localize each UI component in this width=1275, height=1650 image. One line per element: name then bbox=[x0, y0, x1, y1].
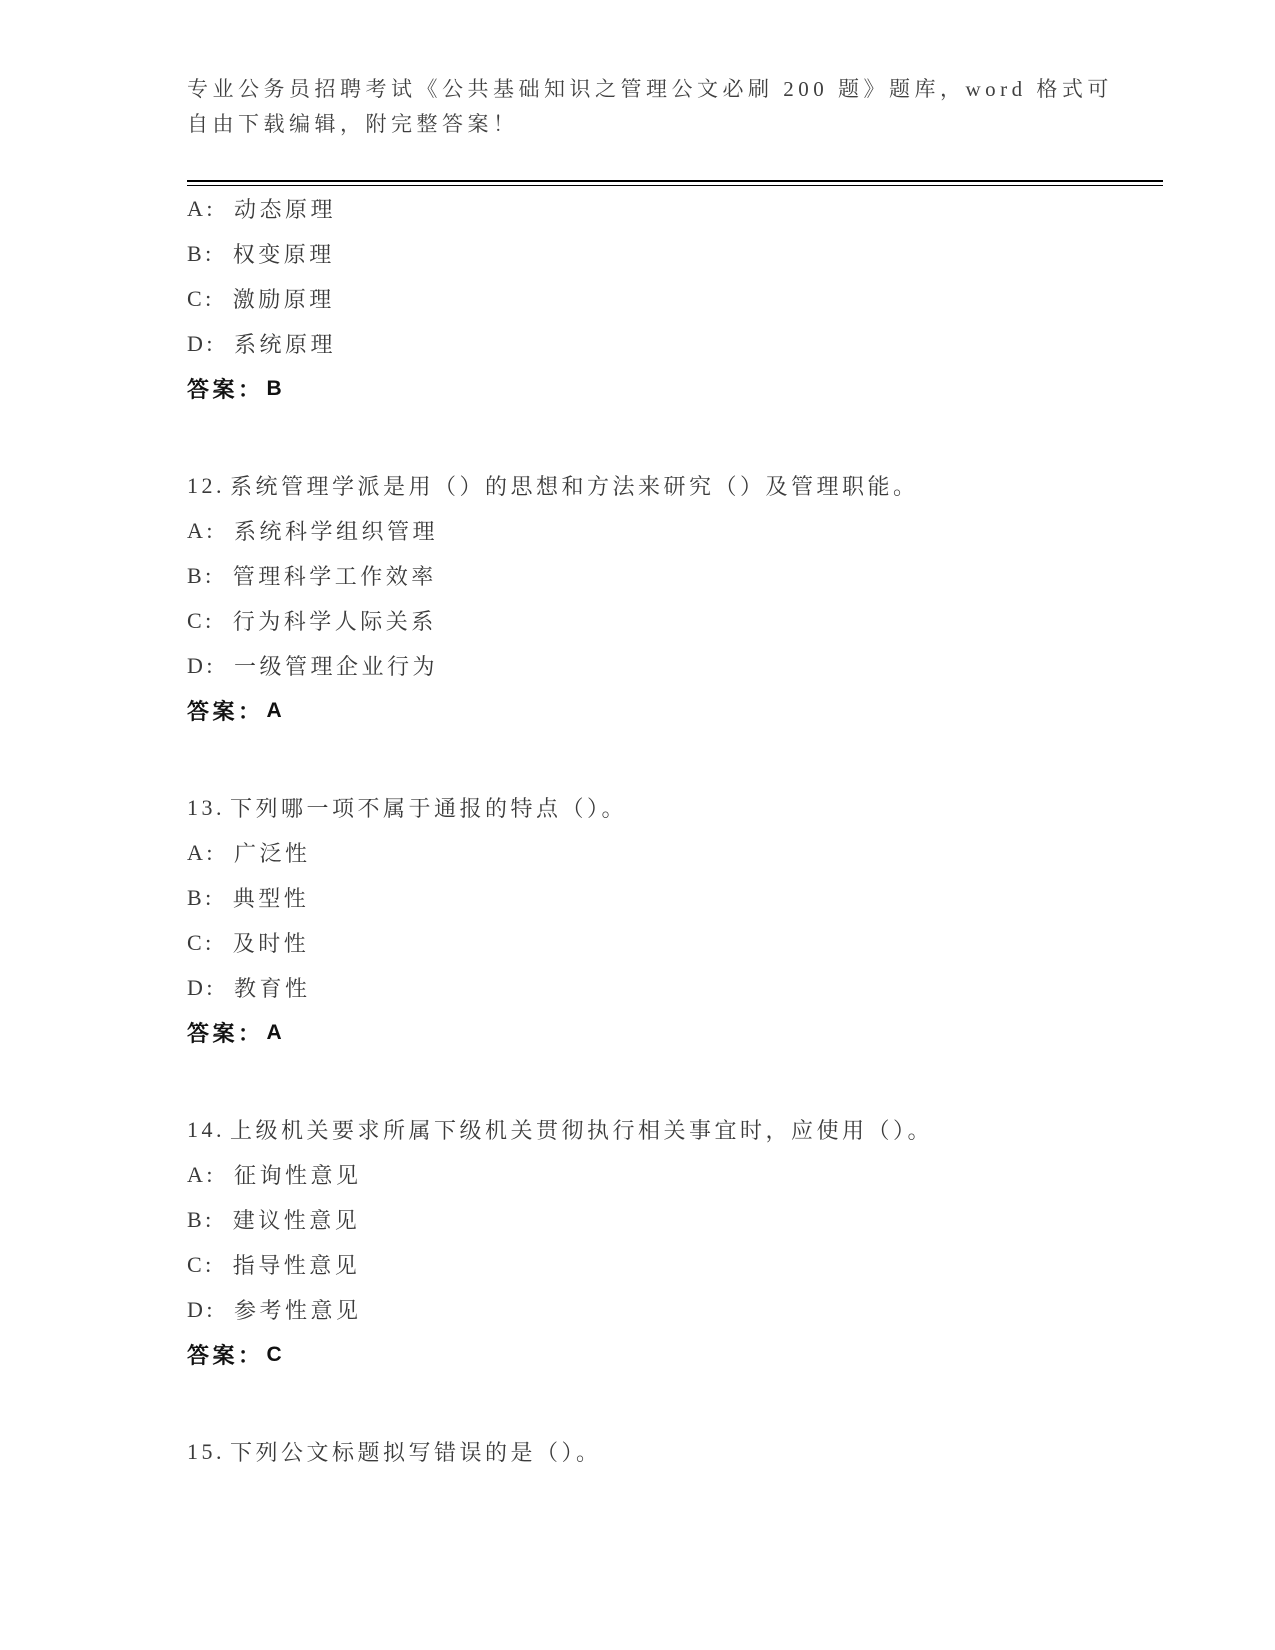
header-title-line-1: 专业公务员招聘考试《公共基础知识之管理公文必刷 200 题》题库，word 格式可 bbox=[187, 77, 1113, 101]
answer-label: 答案： bbox=[187, 1343, 264, 1368]
question-block-13 bbox=[187, 785, 1163, 1055]
option-label: D: bbox=[187, 330, 216, 356]
option-label: C: bbox=[187, 285, 215, 311]
option-text: 权变原理 bbox=[232, 242, 335, 267]
option-row bbox=[187, 231, 1163, 276]
question-text: 下列哪一项不属于通报的特点（）。 bbox=[230, 796, 628, 821]
answer-value: A bbox=[266, 1020, 286, 1044]
answer-label: 答案： bbox=[187, 699, 264, 724]
option-label: A: bbox=[187, 1161, 216, 1187]
question-block-15 bbox=[187, 1429, 1163, 1474]
question-text: 下列公文标题拟写错误的是（）。 bbox=[230, 1440, 602, 1465]
option-row bbox=[187, 965, 1163, 1010]
option-row bbox=[187, 1242, 1163, 1287]
option-label: B: bbox=[187, 1206, 215, 1232]
option-row bbox=[187, 1287, 1163, 1332]
option-label: A: bbox=[187, 839, 216, 865]
option-text: 动态原理 bbox=[234, 197, 337, 222]
option-text: 指导性意见 bbox=[232, 1253, 361, 1278]
option-text: 一级管理企业行为 bbox=[234, 654, 439, 679]
option-row bbox=[187, 875, 1163, 920]
document-body bbox=[187, 186, 1163, 1474]
option-row bbox=[187, 186, 1163, 231]
option-text: 典型性 bbox=[232, 886, 310, 911]
question-row bbox=[187, 785, 1163, 830]
option-row bbox=[187, 1152, 1163, 1197]
option-text: 建议性意见 bbox=[232, 1208, 361, 1233]
option-row bbox=[187, 920, 1163, 965]
option-label: C: bbox=[187, 929, 215, 955]
option-text: 系统原理 bbox=[234, 332, 337, 357]
answer-label: 答案： bbox=[187, 1021, 264, 1046]
question-row bbox=[187, 1429, 1163, 1474]
option-row bbox=[187, 321, 1163, 366]
answer-label: 答案： bbox=[187, 377, 264, 402]
option-label: D: bbox=[187, 974, 216, 1000]
question-number: 13. bbox=[187, 794, 225, 820]
option-row bbox=[187, 598, 1163, 643]
option-label: D: bbox=[187, 1296, 216, 1322]
option-label: A: bbox=[187, 517, 216, 543]
option-row bbox=[187, 830, 1163, 875]
document-header bbox=[187, 0, 1163, 142]
option-text: 行为科学人际关系 bbox=[232, 609, 437, 634]
question-number: 14. bbox=[187, 1116, 225, 1142]
option-label: B: bbox=[187, 562, 215, 588]
question-block-12 bbox=[187, 463, 1163, 733]
option-label: B: bbox=[187, 240, 215, 266]
option-text: 参考性意见 bbox=[234, 1298, 362, 1323]
answer-row bbox=[187, 1332, 1163, 1377]
answer-row bbox=[187, 1010, 1163, 1055]
option-row bbox=[187, 643, 1163, 688]
option-row bbox=[187, 508, 1163, 553]
question-row bbox=[187, 463, 1163, 508]
answer-value: A bbox=[266, 698, 286, 722]
answer-row bbox=[187, 366, 1163, 411]
header-title-line-2: 自由下载编辑，附完整答案！ bbox=[187, 112, 519, 136]
question-row bbox=[187, 1107, 1163, 1152]
answer-value: C bbox=[266, 1342, 286, 1366]
question-number: 15. bbox=[187, 1438, 225, 1464]
option-label: C: bbox=[187, 1251, 215, 1277]
answer-row bbox=[187, 688, 1163, 733]
question-text: 系统管理学派是用（）的思想和方法来研究（）及管理职能。 bbox=[230, 474, 919, 499]
option-label: B: bbox=[187, 884, 215, 910]
option-text: 广泛性 bbox=[234, 841, 311, 866]
answer-value: B bbox=[266, 376, 286, 400]
option-row bbox=[187, 1197, 1163, 1242]
option-text: 教育性 bbox=[234, 976, 311, 1001]
option-text: 及时性 bbox=[232, 931, 310, 956]
option-text: 管理科学工作效率 bbox=[232, 564, 437, 589]
question-text: 上级机关要求所属下级机关贯彻执行相关事宜时，应使用（）。 bbox=[230, 1118, 934, 1143]
question-block-11 bbox=[187, 186, 1163, 411]
option-text: 征询性意见 bbox=[234, 1163, 362, 1188]
option-text: 系统科学组织管理 bbox=[234, 519, 439, 544]
option-label: D: bbox=[187, 652, 216, 678]
question-number: 12. bbox=[187, 472, 225, 498]
option-label: C: bbox=[187, 607, 215, 633]
option-row bbox=[187, 553, 1163, 598]
option-text: 激励原理 bbox=[232, 287, 335, 312]
question-block-14 bbox=[187, 1107, 1163, 1377]
option-label: A: bbox=[187, 195, 216, 221]
option-row bbox=[187, 276, 1163, 321]
